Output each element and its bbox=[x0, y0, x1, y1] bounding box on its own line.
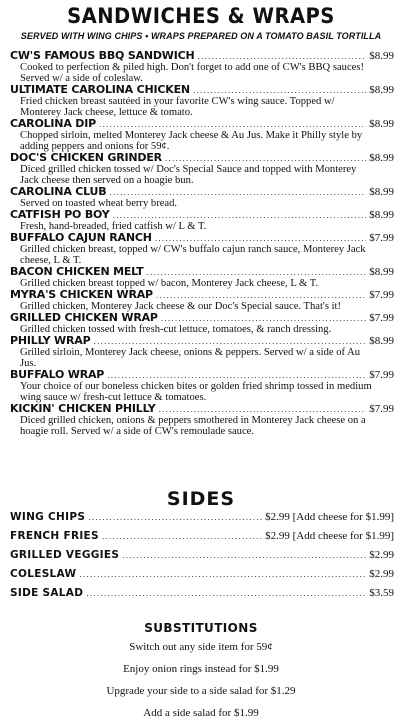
item-description: Grilled sirloin, Monterey Jack cheese, onions & peppers. Served w/ a side of Au Jus. bbox=[20, 347, 361, 369]
item-description: Grilled chicken tossed with fresh-cut lettuce, tomatoes, & ranch dressing. bbox=[20, 324, 332, 335]
item-price: $8.99 bbox=[369, 186, 394, 198]
leader-dots bbox=[122, 549, 366, 561]
leader-dots bbox=[93, 335, 366, 347]
side-name: FRENCH FRIES bbox=[10, 530, 99, 542]
substitution-line: Add a side salad for $1.99 bbox=[143, 707, 259, 719]
item-description: Cooked to perfection & piled high. Don't forget to add one of CW's BBQ sauces! Served w/ a side of coleslaw. bbox=[20, 62, 365, 84]
menu-item bbox=[10, 369, 394, 403]
leader-dots bbox=[88, 511, 262, 523]
item-name: MYRA'S CHICKEN WRAP bbox=[10, 288, 153, 301]
item-price: $7.99 bbox=[369, 289, 394, 301]
leader-dots bbox=[109, 186, 366, 198]
leader-dots bbox=[165, 152, 366, 164]
menu-item bbox=[10, 266, 394, 289]
item-description: Fresh, hand-breaded, fried catfish w/ L & T. bbox=[20, 221, 207, 232]
item-description: Diced grilled chicken, onions & peppers smothered in Monterey Jack cheese on a hoagie roll. Served w/ a side of CW's remoulade sauce. bbox=[20, 415, 366, 437]
item-name: CAROLINA DIP bbox=[10, 117, 96, 130]
leader-dots bbox=[113, 209, 367, 221]
side-price: $2.99 [Add cheese for $1.99] bbox=[265, 511, 394, 523]
side-price: $3.59 bbox=[369, 587, 394, 599]
leader-dots bbox=[156, 289, 366, 301]
menu-item bbox=[10, 232, 394, 266]
item-name: ULTIMATE CAROLINA CHICKEN bbox=[10, 83, 190, 96]
leader-dots bbox=[193, 84, 366, 96]
page-subtitle: SERVED WITH WING CHIPS • WRAPS PREPARED ON A TOMATO BASIL TORTILLA bbox=[20, 31, 382, 41]
sides-list bbox=[10, 511, 394, 606]
item-price: $7.99 bbox=[369, 369, 394, 381]
leader-dots bbox=[86, 587, 366, 599]
item-name: KICKIN' CHICKEN PHILLY bbox=[10, 402, 156, 415]
item-name: CAROLINA CLUB bbox=[10, 185, 107, 198]
leader-dots bbox=[146, 266, 366, 278]
side-name: GRILLED VEGGIES bbox=[10, 549, 120, 561]
item-description: Your choice of our boneless chicken bites or golden fried shrimp tossed in medium wing sauce w/ fresh-cut lettuce & tomatoes. bbox=[20, 381, 372, 403]
item-name: BUFFALO CAJUN RANCH bbox=[10, 231, 152, 244]
side-name: WING CHIPS bbox=[10, 511, 86, 523]
item-price: $8.99 bbox=[369, 50, 394, 62]
side-item bbox=[10, 568, 394, 587]
menu-item bbox=[10, 152, 394, 186]
substitutions-list bbox=[0, 640, 402, 724]
item-price: $8.99 bbox=[369, 118, 394, 130]
substitutions-heading: SUBSTITUTIONS bbox=[144, 621, 258, 635]
item-description: Grilled chicken breast topped w/ bacon, Monterey Jack cheese, L & T. bbox=[20, 278, 319, 289]
item-price: $7.99 bbox=[369, 312, 394, 324]
sandwich-list bbox=[10, 50, 394, 437]
item-name: CATFISH PO BOY bbox=[10, 208, 110, 221]
menu-item bbox=[10, 403, 394, 437]
side-item bbox=[10, 511, 394, 530]
side-price: $2.99 [Add cheese for $1.99] bbox=[265, 530, 394, 542]
side-name: COLESLAW bbox=[10, 568, 77, 580]
item-name: BACON CHICKEN MELT bbox=[10, 265, 144, 278]
item-price: $7.99 bbox=[369, 403, 394, 415]
item-price: $8.99 bbox=[369, 84, 394, 96]
page-title: SANDWICHES & WRAPS bbox=[67, 4, 335, 28]
leader-dots bbox=[102, 530, 262, 542]
item-name: BUFFALO WRAP bbox=[10, 368, 105, 381]
item-price: $8.99 bbox=[369, 152, 394, 164]
menu-item bbox=[10, 186, 394, 209]
menu-item bbox=[10, 335, 394, 369]
item-price: $8.99 bbox=[369, 266, 394, 278]
leader-dots bbox=[158, 403, 366, 415]
menu-item bbox=[10, 289, 394, 312]
leader-dots bbox=[155, 232, 367, 244]
substitution-line: Enjoy onion rings instead for $1.99 bbox=[123, 663, 279, 675]
substitution-line: Upgrade your side to a side salad for $1.29 bbox=[106, 685, 296, 697]
leader-dots bbox=[79, 568, 366, 580]
item-name: PHILLY WRAP bbox=[10, 334, 91, 347]
side-item bbox=[10, 530, 394, 549]
item-name: GRILLED CHICKEN WRAP bbox=[10, 311, 158, 324]
menu-item bbox=[10, 118, 394, 152]
leader-dots bbox=[107, 369, 366, 381]
side-item bbox=[10, 587, 394, 606]
item-price: $8.99 bbox=[369, 335, 394, 347]
leader-dots bbox=[198, 50, 367, 62]
menu-item bbox=[10, 209, 394, 232]
item-description: Diced grilled chicken tossed w/ Doc's Special Sauce and topped with Monterey Jack cheese then served on a hoagie bun. bbox=[20, 164, 357, 186]
substitution-line: Switch out any side item for 59¢ bbox=[129, 641, 273, 653]
leader-dots bbox=[161, 312, 366, 324]
item-description: Grilled chicken breast, topped w/ CW's buffalo cajun ranch sauce, Monterey Jack cheese, L & T. bbox=[20, 244, 366, 266]
item-price: $7.99 bbox=[369, 232, 394, 244]
menu-item bbox=[10, 84, 394, 118]
leader-dots bbox=[99, 118, 366, 130]
item-description: Grilled chicken, Monterey Jack cheese & our Doc's Special sauce. That's it! bbox=[20, 301, 342, 312]
menu-item bbox=[10, 50, 394, 84]
item-price: $8.99 bbox=[369, 209, 394, 221]
sides-heading: SIDES bbox=[166, 488, 236, 510]
side-item bbox=[10, 549, 394, 568]
side-price: $2.99 bbox=[369, 568, 394, 580]
item-description: Fried chicken breast sautéed in your favorite CW's wing sauce. Topped w/ Monterey Jack cheese, lettuce & tomato. bbox=[20, 96, 335, 118]
item-description: Chopped sirloin, melted Monterey Jack cheese & Au Jus. Make it Philly style by adding peppers and onions for 59¢. bbox=[20, 130, 363, 152]
item-name: DOC'S CHICKEN GRINDER bbox=[10, 151, 162, 164]
item-description: Served on toasted wheat berry bread. bbox=[20, 198, 178, 209]
side-name: SIDE SALAD bbox=[10, 587, 84, 599]
side-price: $2.99 bbox=[369, 549, 394, 561]
menu-item bbox=[10, 312, 394, 335]
item-name: CW'S FAMOUS BBQ SANDWICH bbox=[10, 49, 195, 62]
